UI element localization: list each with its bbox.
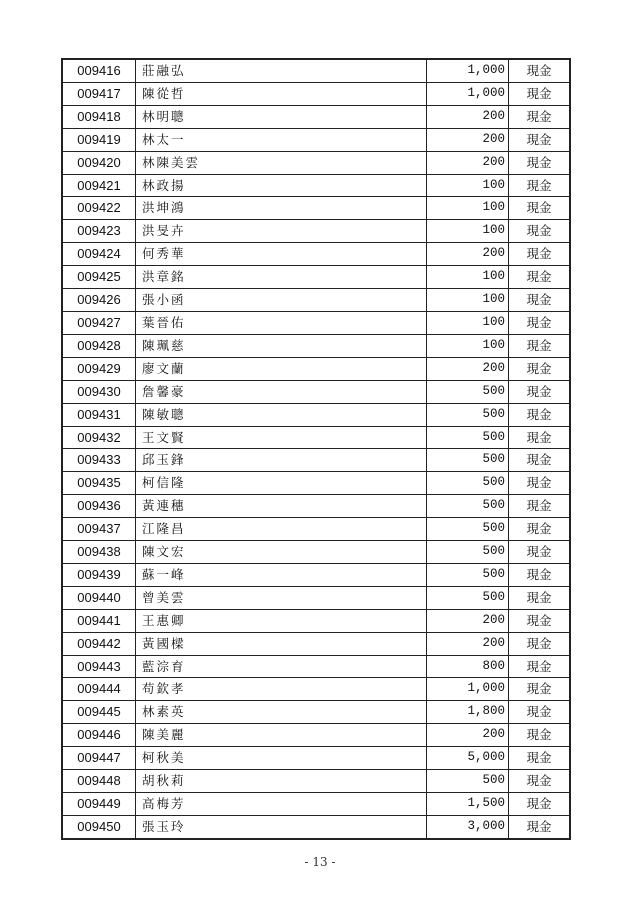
amount-cell: 500 bbox=[427, 472, 509, 495]
receipt-id-cell: 009446 bbox=[62, 724, 136, 747]
amount-cell: 200 bbox=[427, 243, 509, 266]
payment-method-cell: 現金 bbox=[509, 128, 571, 151]
payment-method-cell: 現金 bbox=[509, 724, 571, 747]
amount-cell: 1,000 bbox=[427, 59, 509, 82]
receipt-id-cell: 009447 bbox=[62, 747, 136, 770]
amount-cell: 100 bbox=[427, 174, 509, 197]
donor-name-cell: 林太一 bbox=[136, 128, 427, 151]
table-row bbox=[62, 701, 570, 724]
amount-cell: 500 bbox=[427, 563, 509, 586]
receipt-id-cell: 009421 bbox=[62, 174, 136, 197]
amount-cell: 500 bbox=[427, 403, 509, 426]
donor-name-cell: 洪旻卉 bbox=[136, 220, 427, 243]
table-row bbox=[62, 449, 570, 472]
page-number: - 13 - bbox=[304, 855, 336, 869]
payment-method-cell: 現金 bbox=[509, 82, 571, 105]
table-row bbox=[62, 563, 570, 586]
table-row bbox=[62, 541, 570, 564]
table-row bbox=[62, 632, 570, 655]
table-row bbox=[62, 495, 570, 518]
donor-name-cell: 柯信隆 bbox=[136, 472, 427, 495]
donor-name-cell: 陳文宏 bbox=[136, 541, 427, 564]
table-row bbox=[62, 609, 570, 632]
donor-name-cell: 江隆昌 bbox=[136, 518, 427, 541]
donor-name-cell: 苟欽孝 bbox=[136, 678, 427, 701]
amount-cell: 500 bbox=[427, 586, 509, 609]
receipt-id-cell: 009437 bbox=[62, 518, 136, 541]
receipt-id-cell: 009441 bbox=[62, 609, 136, 632]
donor-name-cell: 何秀華 bbox=[136, 243, 427, 266]
amount-cell: 500 bbox=[427, 495, 509, 518]
payment-method-cell: 現金 bbox=[509, 174, 571, 197]
receipt-id-cell: 009426 bbox=[62, 289, 136, 312]
table-row bbox=[62, 266, 570, 289]
donor-name-cell: 張小函 bbox=[136, 289, 427, 312]
payment-method-cell: 現金 bbox=[509, 426, 571, 449]
receipt-id-cell: 009449 bbox=[62, 793, 136, 816]
receipt-id-cell: 009418 bbox=[62, 105, 136, 128]
table-row bbox=[62, 105, 570, 128]
table-row bbox=[62, 426, 570, 449]
donor-name-cell: 葉晉佑 bbox=[136, 311, 427, 334]
table-row bbox=[62, 815, 570, 838]
table-row bbox=[62, 380, 570, 403]
amount-cell: 500 bbox=[427, 541, 509, 564]
donor-name-cell: 王惠卿 bbox=[136, 609, 427, 632]
receipt-id-cell: 009429 bbox=[62, 357, 136, 380]
payment-method-cell: 現金 bbox=[509, 678, 571, 701]
amount-cell: 100 bbox=[427, 266, 509, 289]
amount-cell: 200 bbox=[427, 609, 509, 632]
payment-method-cell: 現金 bbox=[509, 495, 571, 518]
payment-method-cell: 現金 bbox=[509, 334, 571, 357]
receipt-id-cell: 009432 bbox=[62, 426, 136, 449]
donor-name-cell: 張玉玲 bbox=[136, 815, 427, 838]
donor-name-cell: 洪章銘 bbox=[136, 266, 427, 289]
donor-name-cell: 林明聰 bbox=[136, 105, 427, 128]
table-row bbox=[62, 770, 570, 793]
table-row bbox=[62, 128, 570, 151]
receipt-id-cell: 009424 bbox=[62, 243, 136, 266]
receipt-id-cell: 009445 bbox=[62, 701, 136, 724]
receipt-id-cell: 009433 bbox=[62, 449, 136, 472]
table-row bbox=[62, 403, 570, 426]
payment-method-cell: 現金 bbox=[509, 747, 571, 770]
receipt-id-cell: 009435 bbox=[62, 472, 136, 495]
donor-name-cell: 林政揚 bbox=[136, 174, 427, 197]
table-row bbox=[62, 655, 570, 678]
table-row bbox=[62, 724, 570, 747]
donor-name-cell: 藍淙育 bbox=[136, 655, 427, 678]
receipt-id-cell: 009438 bbox=[62, 541, 136, 564]
amount-cell: 1,500 bbox=[427, 793, 509, 816]
donor-name-cell: 洪坤鴻 bbox=[136, 197, 427, 220]
amount-cell: 1,000 bbox=[427, 82, 509, 105]
amount-cell: 200 bbox=[427, 632, 509, 655]
receipt-id-cell: 009448 bbox=[62, 770, 136, 793]
receipt-id-cell: 009430 bbox=[62, 380, 136, 403]
donor-name-cell: 廖文蘭 bbox=[136, 357, 427, 380]
receipt-id-cell: 009423 bbox=[62, 220, 136, 243]
amount-cell: 500 bbox=[427, 518, 509, 541]
table-row bbox=[62, 174, 570, 197]
receipt-id-cell: 009416 bbox=[62, 59, 136, 82]
amount-cell: 100 bbox=[427, 311, 509, 334]
receipt-id-cell: 009443 bbox=[62, 655, 136, 678]
donor-name-cell: 曾美雲 bbox=[136, 586, 427, 609]
payment-method-cell: 現金 bbox=[509, 243, 571, 266]
payment-method-cell: 現金 bbox=[509, 311, 571, 334]
payment-method-cell: 現金 bbox=[509, 701, 571, 724]
amount-cell: 200 bbox=[427, 128, 509, 151]
donation-table bbox=[61, 58, 571, 840]
table-row bbox=[62, 472, 570, 495]
donor-name-cell: 胡秋莉 bbox=[136, 770, 427, 793]
donor-name-cell: 黃國樑 bbox=[136, 632, 427, 655]
payment-method-cell: 現金 bbox=[509, 586, 571, 609]
amount-cell: 1,800 bbox=[427, 701, 509, 724]
donor-name-cell: 詹馨豪 bbox=[136, 380, 427, 403]
receipt-id-cell: 009440 bbox=[62, 586, 136, 609]
table-row bbox=[62, 311, 570, 334]
table-row bbox=[62, 747, 570, 770]
amount-cell: 500 bbox=[427, 770, 509, 793]
receipt-id-cell: 009428 bbox=[62, 334, 136, 357]
table-row bbox=[62, 220, 570, 243]
table-row bbox=[62, 518, 570, 541]
table-row bbox=[62, 243, 570, 266]
table-row bbox=[62, 793, 570, 816]
payment-method-cell: 現金 bbox=[509, 449, 571, 472]
payment-method-cell: 現金 bbox=[509, 793, 571, 816]
amount-cell: 800 bbox=[427, 655, 509, 678]
receipt-id-cell: 009420 bbox=[62, 151, 136, 174]
receipt-id-cell: 009431 bbox=[62, 403, 136, 426]
amount-cell: 500 bbox=[427, 449, 509, 472]
receipt-id-cell: 009444 bbox=[62, 678, 136, 701]
table-row bbox=[62, 289, 570, 312]
table-row bbox=[62, 197, 570, 220]
payment-method-cell: 現金 bbox=[509, 563, 571, 586]
payment-method-cell: 現金 bbox=[509, 266, 571, 289]
table-row bbox=[62, 334, 570, 357]
amount-cell: 3,000 bbox=[427, 815, 509, 838]
donor-name-cell: 林陳美雲 bbox=[136, 151, 427, 174]
payment-method-cell: 現金 bbox=[509, 632, 571, 655]
payment-method-cell: 現金 bbox=[509, 289, 571, 312]
payment-method-cell: 現金 bbox=[509, 609, 571, 632]
donor-name-cell: 黃連穗 bbox=[136, 495, 427, 518]
receipt-id-cell: 009427 bbox=[62, 311, 136, 334]
receipt-id-cell: 009425 bbox=[62, 266, 136, 289]
amount-cell: 100 bbox=[427, 289, 509, 312]
amount-cell: 5,000 bbox=[427, 747, 509, 770]
payment-method-cell: 現金 bbox=[509, 197, 571, 220]
payment-method-cell: 現金 bbox=[509, 655, 571, 678]
donor-name-cell: 莊融弘 bbox=[136, 59, 427, 82]
receipt-id-cell: 009439 bbox=[62, 563, 136, 586]
payment-method-cell: 現金 bbox=[509, 357, 571, 380]
donor-name-cell: 陳敏聰 bbox=[136, 403, 427, 426]
amount-cell: 200 bbox=[427, 105, 509, 128]
receipt-id-cell: 009436 bbox=[62, 495, 136, 518]
donor-name-cell: 高梅芳 bbox=[136, 793, 427, 816]
payment-method-cell: 現金 bbox=[509, 151, 571, 174]
donor-name-cell: 柯秋美 bbox=[136, 747, 427, 770]
table-row bbox=[62, 586, 570, 609]
amount-cell: 1,000 bbox=[427, 678, 509, 701]
payment-method-cell: 現金 bbox=[509, 403, 571, 426]
receipt-id-cell: 009442 bbox=[62, 632, 136, 655]
amount-cell: 200 bbox=[427, 151, 509, 174]
payment-method-cell: 現金 bbox=[509, 220, 571, 243]
amount-cell: 200 bbox=[427, 724, 509, 747]
receipt-id-cell: 009419 bbox=[62, 128, 136, 151]
amount-cell: 100 bbox=[427, 334, 509, 357]
amount-cell: 500 bbox=[427, 380, 509, 403]
amount-cell: 200 bbox=[427, 357, 509, 380]
payment-method-cell: 現金 bbox=[509, 815, 571, 838]
donor-name-cell: 陳美麗 bbox=[136, 724, 427, 747]
payment-method-cell: 現金 bbox=[509, 472, 571, 495]
payment-method-cell: 現金 bbox=[509, 541, 571, 564]
amount-cell: 100 bbox=[427, 197, 509, 220]
payment-method-cell: 現金 bbox=[509, 59, 571, 82]
table-row bbox=[62, 151, 570, 174]
donor-name-cell: 林素英 bbox=[136, 701, 427, 724]
donor-name-cell: 陳珮慈 bbox=[136, 334, 427, 357]
table-row bbox=[62, 82, 570, 105]
receipt-id-cell: 009422 bbox=[62, 197, 136, 220]
donor-name-cell: 邱玉鋒 bbox=[136, 449, 427, 472]
payment-method-cell: 現金 bbox=[509, 770, 571, 793]
amount-cell: 100 bbox=[427, 220, 509, 243]
receipt-id-cell: 009417 bbox=[62, 82, 136, 105]
amount-cell: 500 bbox=[427, 426, 509, 449]
donor-name-cell: 王文賢 bbox=[136, 426, 427, 449]
donor-name-cell: 蘇一峰 bbox=[136, 563, 427, 586]
table-row bbox=[62, 357, 570, 380]
payment-method-cell: 現金 bbox=[509, 380, 571, 403]
payment-method-cell: 現金 bbox=[509, 518, 571, 541]
receipt-id-cell: 009450 bbox=[62, 815, 136, 838]
table-body bbox=[62, 59, 570, 839]
payment-method-cell: 現金 bbox=[509, 105, 571, 128]
table-row bbox=[62, 59, 570, 82]
donor-name-cell: 陳從哲 bbox=[136, 82, 427, 105]
table-row bbox=[62, 678, 570, 701]
